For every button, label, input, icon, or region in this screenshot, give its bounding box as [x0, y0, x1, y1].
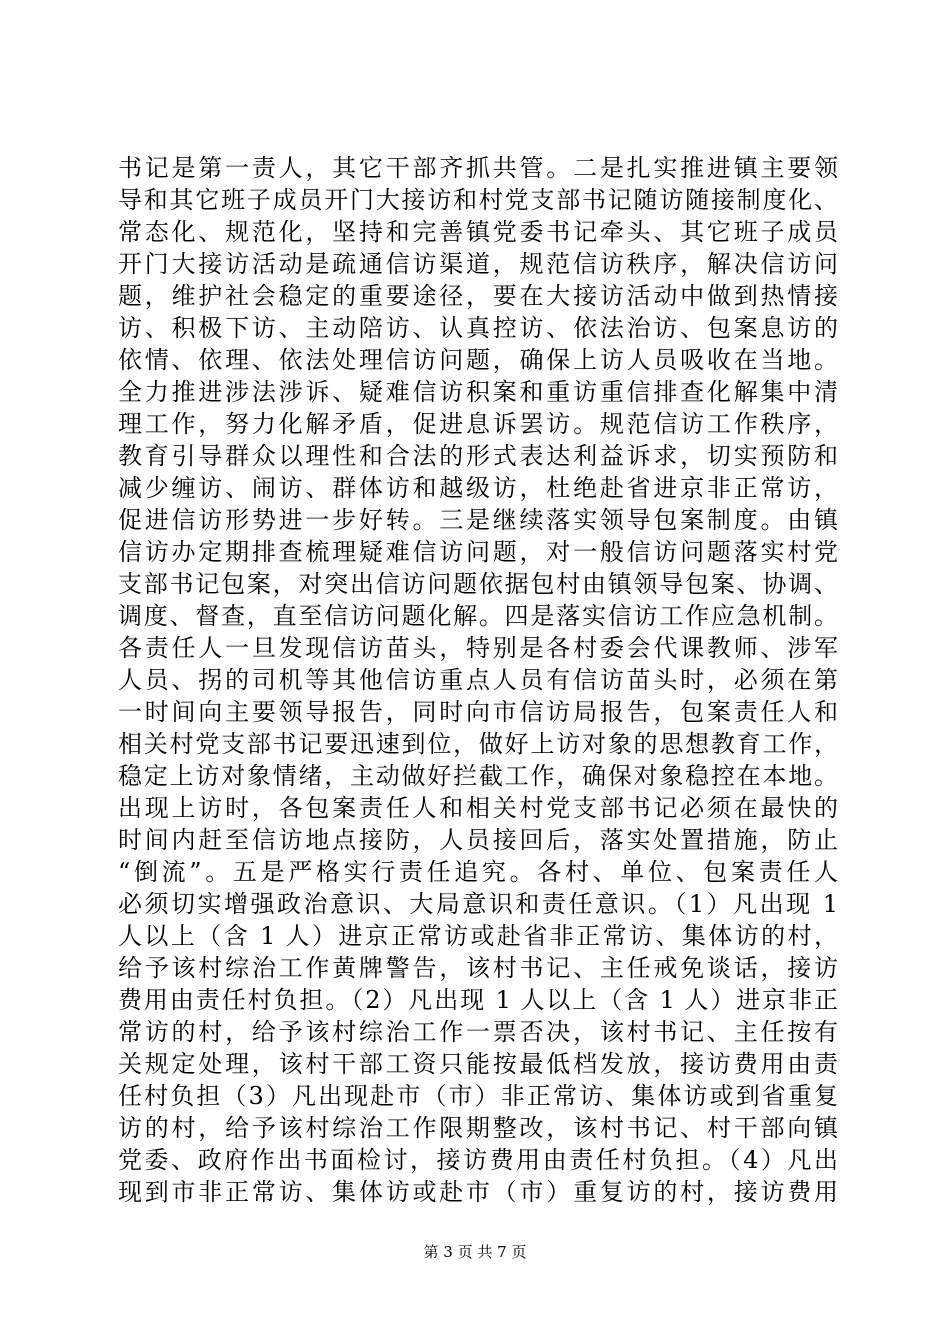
text-line: 关规定处理，该村干部工资只能按最低档发放，接访费用由责: [118, 1050, 838, 1078]
text-line: 访的村，给予该村综治工作限期整改，该村书记、村干部向镇: [118, 1114, 838, 1142]
text-line: 给予该村综治工作黄牌警告，该村书记、主任戒免谈话，接访: [118, 954, 838, 982]
text-line: 促进信访形势进一步好转。三是继续落实领导包案制度。由镇: [118, 506, 838, 534]
text-line: 理工作，努力化解矛盾，促进息诉罢访。规范信访工作秩序，: [118, 410, 838, 438]
text-line: 时间内赶至信访地点接防，人员接回后，落实处置措施，防止: [118, 826, 838, 854]
text-line: 现到市非正常访、集体访或赴市（市）重复访的村，接访费用: [118, 1178, 838, 1206]
text-line: 人员、拐的司机等其他信访重点人员有信访苗头时，必须在第: [118, 666, 838, 694]
text-line: 相关村党支部书记要迅速到位，做好上访对象的思想教育工作，: [118, 730, 838, 758]
text-line: “倒流”。五是严格实行责任追究。各村、单位、包案责任人: [118, 858, 838, 886]
text-line: 教育引导群众以理性和合法的形式表达利益诉求，切实预防和: [118, 442, 838, 470]
text-line: 信访办定期排查梳理疑难信访问题，对一般信访问题落实村党: [118, 538, 838, 566]
text-line: 减少缠访、闹访、群体访和越级访，杜绝赴省进京非正常访，: [118, 474, 838, 502]
text-line: 全力推进涉法涉诉、疑难信访积案和重访重信排查化解集中清: [118, 378, 838, 406]
text-line: 支部书记包案，对突出信访问题依据包村由镇领导包案、协调、: [118, 570, 838, 598]
text-line: 调度、督查，直至信访问题化解。四是落实信访工作应急机制。: [118, 602, 838, 630]
text-line: 常访的村，给予该村综治工作一票否决，该村书记、主任按有: [118, 1018, 838, 1046]
text-line: 出现上访时，各包案责任人和相关村党支部书记必须在最快的: [118, 794, 838, 822]
text-line: 党委、政府作出书面检讨，接访费用由责任村负担。（4）凡出: [118, 1146, 838, 1174]
text-line: 书记是第一责人，其它干部齐抓共管。二是扎实推进镇主要领: [118, 154, 838, 182]
page-footer: 第 3 页 共 7 页: [423, 1243, 527, 1261]
text-line: 一时间向主要领导报告，同时向市信访局报告，包案责任人和: [118, 698, 838, 726]
text-line: 常态化、规范化，坚持和完善镇党委书记牵头、其它班子成员: [118, 218, 838, 246]
text-line: 导和其它班子成员开门大接访和村党支部书记随访随接制度化、: [118, 186, 838, 214]
body-text: [118, 152, 838, 1208]
text-line: 稳定上访对象情绪，主动做好拦截工作，确保对象稳控在本地。: [118, 762, 838, 790]
text-line: 任村负担（3）凡出现赴市（市）非正常访、集体访或到省重复: [118, 1082, 838, 1110]
text-line: 开门大接访活动是疏通信访渠道，规范信访秩序，解决信访问: [118, 250, 838, 278]
text-line: 费用由责任村负担。（2）凡出现 1 人以上（含 1 人）进京非正: [118, 986, 838, 1014]
text-line: 题，维护社会稳定的重要途径，要在大接访活动中做到热情接: [118, 282, 838, 310]
text-line: 依情、依理、依法处理信访问题，确保上访人员吸收在当地。: [118, 346, 838, 374]
text-line: 必须切实增强政治意识、大局意识和责任意识。（1）凡出现 1: [118, 890, 838, 918]
text-line: 人以上（含 1 人）进京正常访或赴省非正常访、集体访的村，: [118, 922, 838, 950]
text-line: 各责任人一旦发现信访苗头，特别是各村委会代课教师、涉军: [118, 634, 838, 662]
text-line: 访、积极下访、主动陪访、认真控访、依法治访、包案息访的: [118, 314, 838, 342]
